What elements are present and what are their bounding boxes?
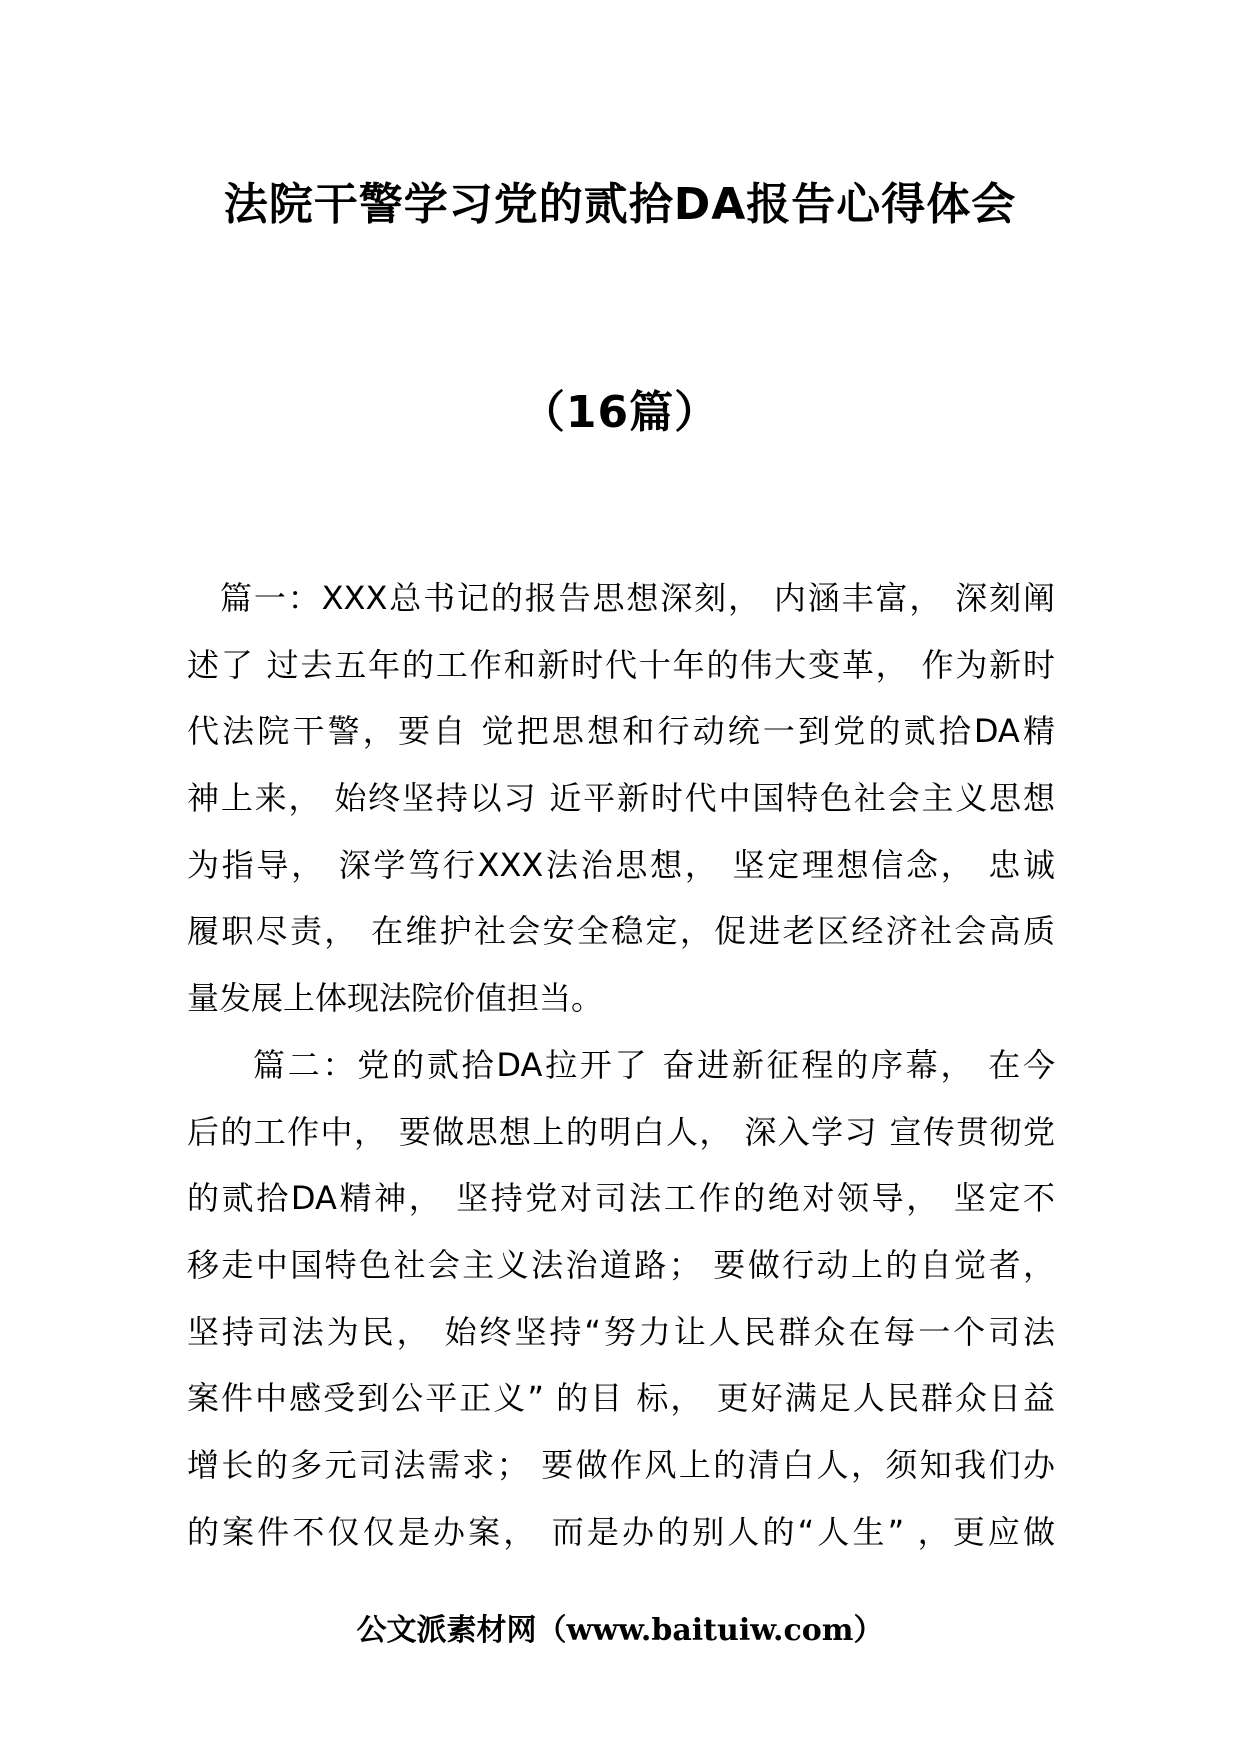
document-body [187, 565, 1055, 1565]
paragraph-1-line-5: 为指导， 深学笃行XXX法治思想， 坚定理想信念， 忠诚 [187, 845, 1055, 884]
paragraph-2-line-7: 增长的多元司法需求； 要做作风上的清白人，须知我们办 [187, 1445, 1055, 1484]
paragraph-1-line-6: 履职尽责， 在维护社会安全稳定，促进老区经济社会高质 [187, 912, 1055, 951]
footer-watermark: 公文派素材网（www.baituiw.com） [356, 1613, 884, 1648]
paragraph-2-line-6: 案件中感受到公平正义” 的目 标， 更好满足人民群众日益 [187, 1379, 1055, 1418]
paragraph-2-line-1: 篇二：党的贰拾DA拉开了 奋进新征程的序幕， 在今 [253, 1045, 1055, 1084]
paragraph-2-line-2: 后的工作中， 要做思想上的明白人， 深入学习 宣传贯彻党 [187, 1112, 1055, 1151]
paragraph-1-line-4: 神上来， 始终坚持以习 近平新时代中国特色社会主义思想 [187, 779, 1055, 818]
document-title: 法院干警学习党的贰拾DA报告心得体会 [223, 179, 1017, 230]
paragraph-1-line-3: 代法院干警，要自 觉把思想和行动统一到党的贰拾DA精 [187, 712, 1055, 751]
paragraph-2-line-3: 的贰拾DA精神， 坚持党对司法工作的绝对领导， 坚定不 [187, 1179, 1055, 1218]
paragraph-2-line-8: 的案件不仅仅是办案， 而是办的别人的“人生” ，更应做 [187, 1512, 1055, 1551]
paragraph-1-line-7: 量发展上体现法院价值担当。 [187, 979, 604, 1018]
document-subtitle: （16篇） [520, 387, 720, 438]
paragraph-2-line-5: 坚持司法为民， 始终坚持“努力让人民群众在每一个司法 [187, 1312, 1055, 1351]
paragraph-1-line-2: 述了 过去五年的工作和新时代十年的伟大变革， 作为新时 [187, 645, 1055, 684]
paragraph-2-line-4: 移走中国特色社会主义法治道路； 要做行动上的自觉者， [187, 1245, 1055, 1284]
paragraph-1-line-1: 篇一：XXX总书记的报告思想深刻， 内涵丰富， 深刻阐 [220, 579, 1055, 617]
